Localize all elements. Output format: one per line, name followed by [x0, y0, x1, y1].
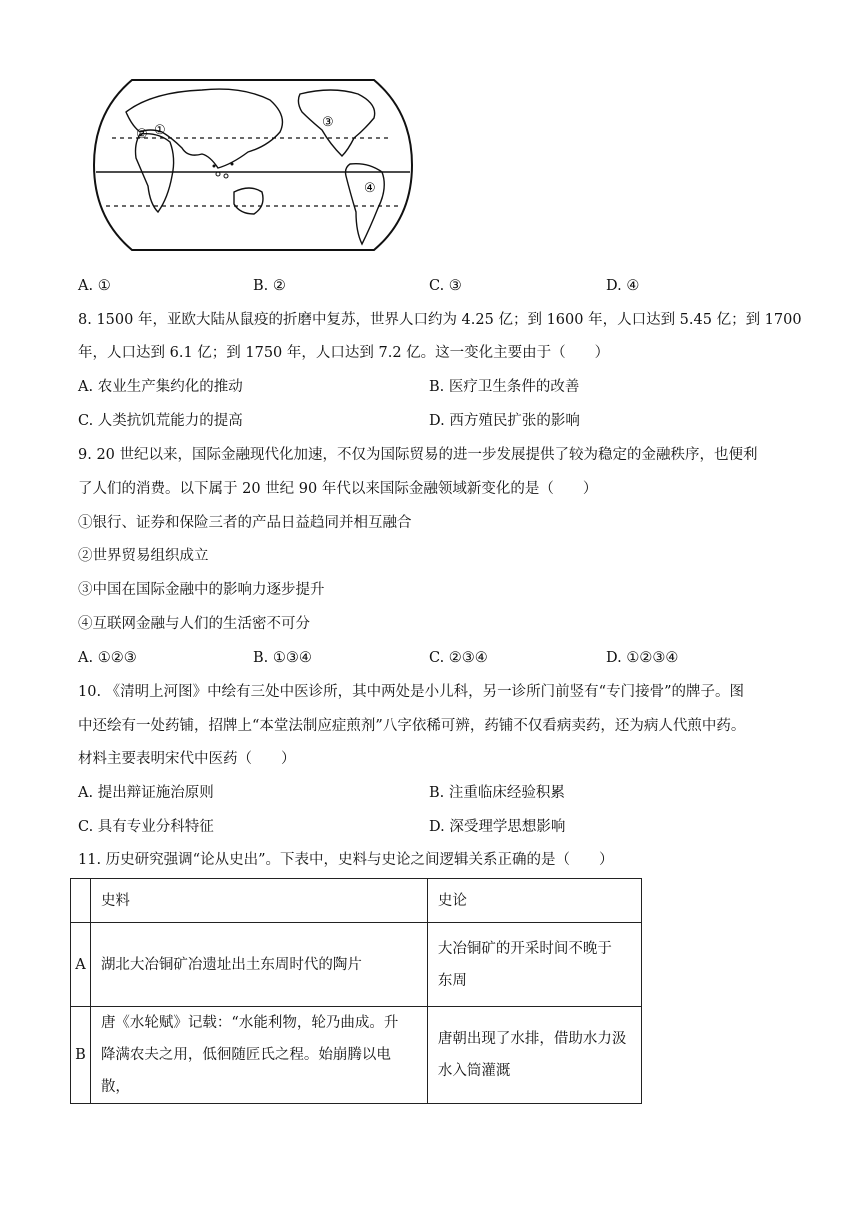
q10-option-b: B. 注重临床经验积累 — [429, 785, 565, 801]
row-b-source-line-1: 唐《水轮赋》记载：“水能利物，轮乃曲成。升 — [100, 1015, 399, 1031]
row-a-source: 湖北大冶铜矿冶遗址出土东周时代的陶片 — [90, 923, 427, 1007]
row-a-conclusion-line-1: 大冶铜矿的开采时间不晚于 — [437, 940, 612, 957]
table-row — [71, 923, 642, 1007]
q9-stem-line-1: 9. 20 世纪以来，国际金融现代化加速，不仅为国际贸易的进一步发展提供了较为稳定的金融秩序，也便利 — [78, 447, 758, 463]
q9-option-a: A. ①②③ — [78, 650, 137, 666]
q7-option-b: B. ② — [253, 278, 286, 294]
row-b-source-line-2: 降满农夫之用，低徊随匠氏之程。始崩腾以电散， — [100, 1047, 391, 1095]
q9-option-d: D. ①②③④ — [606, 650, 679, 666]
q10-option-a: A. 提出辩证施治原则 — [78, 785, 214, 801]
q9-option-b: B. ①③④ — [253, 650, 312, 666]
q8-stem-line-1: 8. 1500 年，亚欧大陆从鼠疫的折磨中复苏，世界人口约为 4.25 亿；到 1600 年，人口达到 5.45 亿；到 1700 — [78, 312, 802, 328]
q9-option-c: C. ②③④ — [429, 650, 488, 666]
q9-item-2: ②世界贸易组织成立 — [78, 548, 209, 564]
map-marker-2: ② — [136, 127, 148, 142]
q10-option-c: C. 具有专业分科特征 — [78, 819, 214, 835]
row-a-conclusion — [427, 923, 641, 1007]
q10-stem-line-2: 中还绘有一处药铺，招牌上“本堂法制应症煎剂”八字依稀可辨，药铺不仅看病卖药，还为病人代煎中药。 — [78, 718, 746, 734]
row-a-conclusion-line-2: 东周 — [437, 972, 467, 989]
table-row — [71, 1007, 642, 1104]
q9-stem-line-2: 了人们的消费。以下属于 20 世纪 90 年代以来国际金融领域新变化的是（ ） — [78, 481, 598, 497]
table-header-row — [71, 879, 642, 923]
q10-stem-line-3: 材料主要表明宋代中医药（ ） — [78, 751, 296, 767]
row-b-conclusion-line-1: 唐朝出现了水排，借助水力汲 — [437, 1031, 627, 1047]
row-b-conclusion-line-2: 水入筒灌溉 — [437, 1063, 511, 1079]
q8-option-d: D. 西方殖民扩张的影响 — [429, 413, 580, 429]
q11-stem: 11. 历史研究强调“论从史出”。下表中，史料与史论之间逻辑关系正确的是（ ） — [78, 852, 614, 868]
q7-option-d: D. ④ — [606, 278, 640, 294]
q8-option-a: A. 农业生产集约化的推动 — [78, 379, 243, 395]
q9-item-1: ①银行、证券和保险三者的产品日益趋同并相互融合 — [78, 515, 412, 531]
q7-option-c: C. ③ — [429, 278, 462, 294]
row-key-a: A — [71, 923, 91, 1007]
q8-option-b: B. 医疗卫生条件的改善 — [429, 379, 580, 395]
q10-stem-line-1: 10. 《清明上河图》中绘有三处中医诊所，其中两处是小儿科，另一诊所门前竖有“专门接骨”的牌子。图 — [78, 684, 744, 700]
q11-table — [70, 878, 642, 1104]
map-marker-1: ① — [154, 123, 166, 138]
q8-stem-line-2: 年，人口达到 6.1 亿；到 1750 年，人口达到 7.2 亿。这一变化主要由于（ ） — [78, 345, 610, 361]
row-b-conclusion — [427, 1007, 641, 1104]
map-marker-4: ④ — [364, 181, 376, 196]
map-marker-3: ③ — [322, 115, 334, 130]
q9-item-3: ③中国在国际金融中的影响力逐步提升 — [78, 582, 325, 598]
q10-option-d: D. 深受理学思想影响 — [429, 819, 566, 835]
q8-option-c: C. 人类抗饥荒能力的提高 — [78, 413, 243, 429]
world-map-figure — [92, 72, 414, 258]
table-header-blank — [71, 879, 91, 923]
row-b-source — [90, 1007, 427, 1104]
table-header-conclusion: 史论 — [427, 879, 641, 923]
row-key-b: B — [71, 1007, 91, 1104]
q7-option-a: A. ① — [78, 278, 111, 294]
q9-item-4: ④互联网金融与人们的生活密不可分 — [78, 616, 310, 632]
table-header-source: 史料 — [90, 879, 427, 923]
